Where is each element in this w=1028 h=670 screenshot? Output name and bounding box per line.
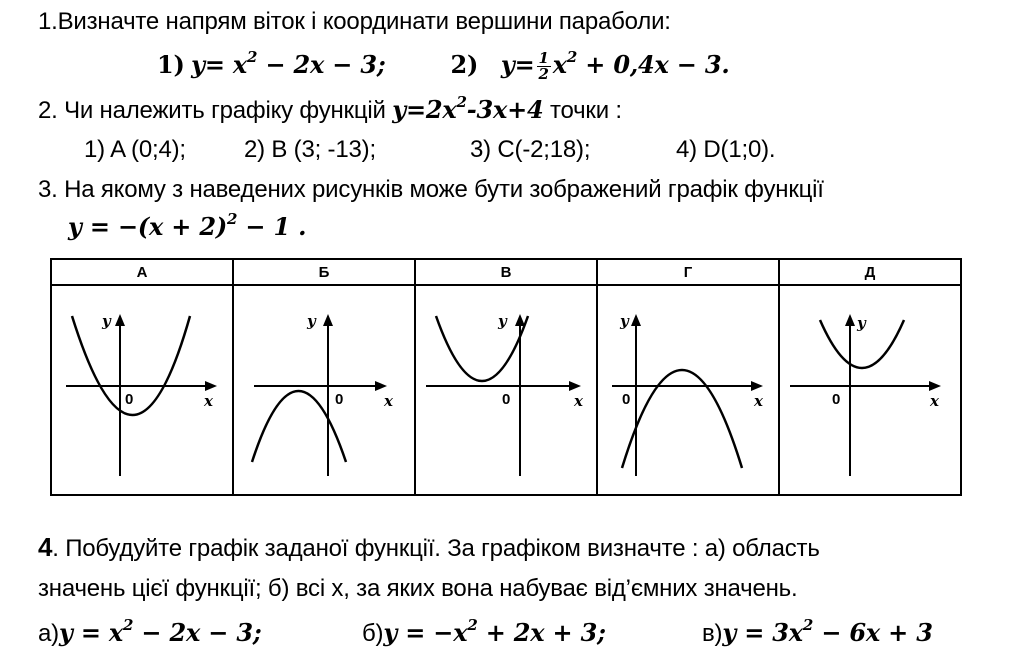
- task4-b: $б)y = -x^2 + 2x + 3$;: [362, 616, 606, 647]
- graph-e-svg: [780, 286, 960, 494]
- task2-point-b: 2) B (3; -13);: [244, 136, 376, 163]
- graph-a: [51, 285, 233, 495]
- task4-line1: 4. Побудуйте графік заданої функції. За графіком визначте : а) область: [38, 532, 820, 562]
- task1-title: 1.Визначте напрям віток і координати вершини параболи:: [38, 8, 671, 35]
- task3-title: 3. На якому з наведених рисунків може бути зображений графік функції: [38, 176, 824, 203]
- task2-point-a: 1) A (0;4);: [84, 136, 186, 163]
- task3-func: $y = -(x + 2)^2 - 1$ .: [68, 210, 307, 241]
- graph-d-svg: [598, 286, 778, 494]
- graph-b-origin: 0: [335, 391, 344, 408]
- task1-f2: y= $\frac{1}{2}$ $x^2 + 0,4x - 3$.: [484, 48, 730, 83]
- graph-e-x-label: x: [930, 392, 939, 410]
- task4-line2: значень цієї функції; б) всі х, за яких вона набуває від’ємних значень.: [38, 575, 798, 602]
- graph-d-y-label: y: [620, 312, 629, 330]
- graph-d-x-label: x: [754, 392, 763, 410]
- task4-c: $в)y = 3x^2 - 6x + 3$: [702, 616, 933, 647]
- task1-formulas: 1) $y= x^2 - 2x - 3$; 2) y= $\frac{1}{2}$ $x^2 + 0,4x - 3$.: [157, 48, 730, 83]
- graph-d: [597, 285, 779, 495]
- header-c: В: [415, 259, 597, 285]
- task4-a: $а)y = x^2 - 2x - 3$;: [38, 616, 262, 647]
- task2-point-d: 4) D(1;0).: [676, 136, 776, 163]
- graph-table: [50, 258, 962, 494]
- graph-b-y-label: y: [307, 312, 316, 330]
- header-b: Б: [233, 259, 415, 285]
- task2-point-c: 3) C(-2;18);: [470, 136, 591, 163]
- task1-f1: $y= x^2 - 2x - 3$;: [191, 48, 386, 79]
- graph-c-y-label: y: [498, 312, 507, 330]
- graph-b-x-label: x: [384, 392, 393, 410]
- graph-a-svg: [52, 286, 232, 494]
- graph-b-svg: [234, 286, 414, 494]
- graph-b: [233, 285, 415, 495]
- graph-a-origin: 0: [125, 391, 134, 408]
- graph-c-x-label: x: [574, 392, 583, 410]
- header-e: Д: [779, 259, 961, 285]
- graph-e-origin: 0: [832, 391, 841, 408]
- task2-func: $y=2x^2-3x+4$: [392, 93, 544, 124]
- graph-a-x-label: x: [204, 392, 213, 410]
- graph-c-svg: [416, 286, 596, 494]
- graph-e-y-label: y: [857, 314, 866, 332]
- graph-a-y-label: y: [102, 312, 111, 330]
- graph-c: [415, 285, 597, 495]
- graph-d-origin: 0: [622, 391, 631, 408]
- graph-e: [779, 285, 961, 495]
- header-d: Г: [597, 259, 779, 285]
- task2-title: 2. Чи належить графіку функцій $y=2x^2-3x+4$ точки :: [38, 93, 622, 124]
- header-a: А: [51, 259, 233, 285]
- graph-c-origin: 0: [502, 391, 511, 408]
